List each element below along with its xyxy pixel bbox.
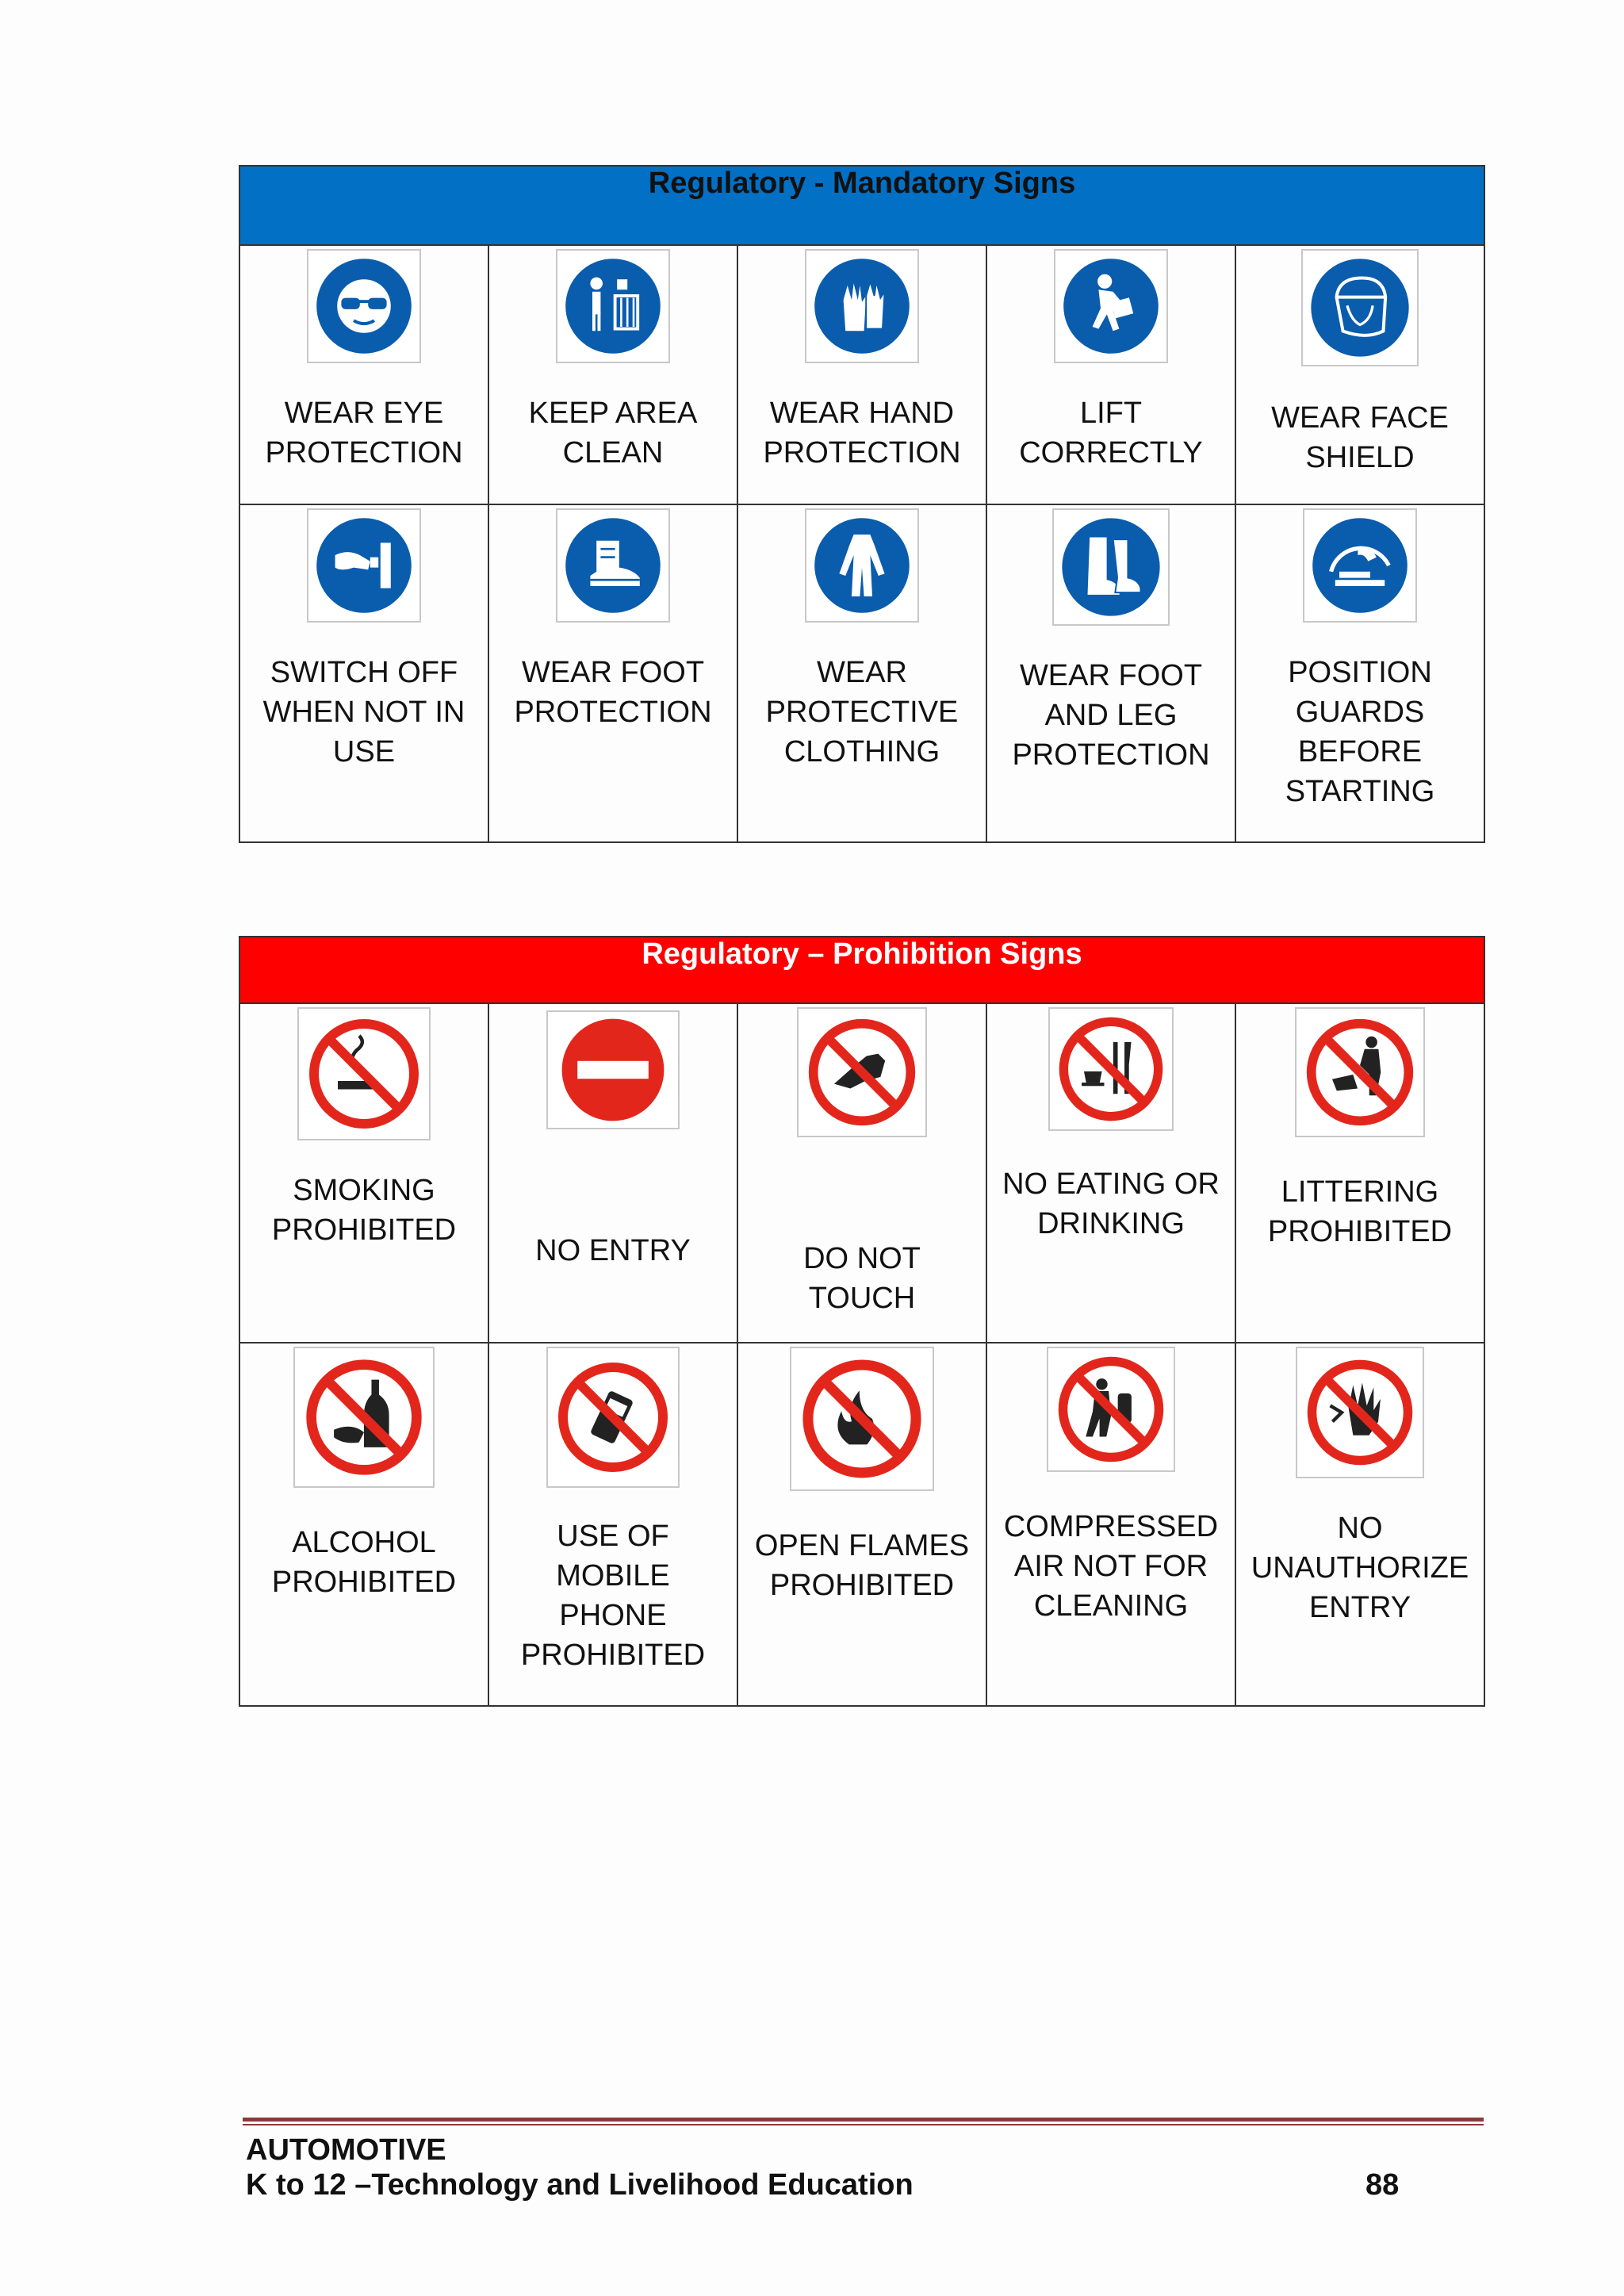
mandatory-signs-title: Regulatory - Mandatory Signs [239, 166, 1484, 245]
sign-label: LITTERING PROHIBITED [1267, 1175, 1453, 1248]
no-alcohol-icon [293, 1347, 435, 1488]
protective-clothing-icon [805, 508, 919, 623]
sign-cell [737, 1343, 986, 1706]
sign-label: NO UNAUTHORIZE ENTRY [1251, 1512, 1469, 1624]
sign-cell [1235, 1343, 1484, 1706]
sign-label: WEAR EYE PROTECTION [265, 397, 463, 470]
no-mobile-phone-icon [546, 1347, 680, 1488]
footer-subtitle: K to 12 –Technology and Livelihood Education [246, 2168, 914, 2202]
sign-cell [1235, 245, 1484, 504]
sign-label: SWITCH OFF WHEN NOT IN USE [262, 656, 465, 769]
sign-cell [239, 1343, 488, 1706]
keep-area-clean-icon [556, 249, 670, 363]
prohibition-signs-table [239, 936, 1485, 1707]
sign-label: WEAR FOOT PROTECTION [514, 656, 712, 729]
sign-cell [1235, 504, 1484, 842]
sign-label: OPEN FLAMES PROHIBITED [754, 1529, 970, 1602]
position-guards-icon [1303, 508, 1417, 623]
sign-label: WEAR HAND PROTECTION [763, 397, 961, 470]
sign-cell [1235, 1003, 1484, 1343]
sign-cell [986, 1003, 1235, 1343]
sign-label: WEAR FACE SHIELD [1271, 401, 1449, 474]
sign-cell [737, 1003, 986, 1343]
no-unauthorized-entry-icon [1296, 1347, 1424, 1478]
no-compressed-air-icon [1047, 1347, 1175, 1472]
sign-cell [986, 245, 1235, 504]
lift-correctly-icon [1054, 249, 1168, 363]
sign-cell [737, 245, 986, 504]
sign-label: NO ENTRY [535, 1234, 691, 1267]
sign-label: LIFT CORRECTLY [1019, 397, 1203, 470]
sign-cell [737, 504, 986, 842]
foot-leg-protection-icon [1052, 508, 1170, 626]
sign-label: ALCOHOL PROHIBITED [271, 1526, 457, 1599]
no-littering-icon [1295, 1007, 1425, 1137]
sign-cell [239, 1003, 488, 1343]
footer-divider [243, 2118, 1484, 2122]
hand-protection-icon [805, 249, 919, 363]
sign-label: WEAR PROTECTIVE CLOTHING [765, 656, 959, 769]
mandatory-signs-table [239, 165, 1485, 843]
sign-label: SMOKING PROHIBITED [271, 1174, 457, 1247]
sign-cell [986, 504, 1235, 842]
sign-label: KEEP AREA CLEAN [528, 397, 698, 470]
no-open-flames-icon [790, 1347, 934, 1491]
footer-divider-thin [243, 2124, 1484, 2125]
face-shield-icon [1301, 249, 1419, 366]
sign-label: USE OF MOBILE PHONE PROHIBITED [520, 1520, 706, 1672]
sign-label: WEAR FOOT AND LEG PROTECTION [1012, 659, 1210, 772]
eye-protection-icon [307, 249, 421, 363]
sign-label: DO NOT TOUCH [803, 1242, 921, 1315]
sign-cell [239, 245, 488, 504]
footer-title: AUTOMOTIVE [246, 2133, 446, 2167]
no-eating-drinking-icon [1048, 1007, 1174, 1131]
sign-label: POSITION GUARDS BEFORE STARTING [1285, 656, 1435, 808]
sign-cell [488, 245, 737, 504]
sign-label: NO EATING OR DRINKING [1002, 1167, 1220, 1240]
sign-cell [239, 504, 488, 842]
sign-cell [488, 1343, 737, 1706]
prohibition-signs-title: Regulatory – Prohibition Signs [239, 937, 1484, 1003]
sign-cell [488, 504, 737, 842]
switch-off-icon [307, 508, 421, 623]
do-not-touch-icon [797, 1007, 927, 1137]
foot-protection-icon [556, 508, 670, 623]
no-entry-icon [546, 1010, 680, 1129]
sign-cell [986, 1343, 1235, 1706]
no-smoking-icon [297, 1007, 431, 1140]
sign-label: COMPRESSED AIR NOT FOR CLEANING [1003, 1510, 1219, 1623]
sign-cell [488, 1003, 737, 1343]
page-number: 88 [1365, 2168, 1400, 2202]
